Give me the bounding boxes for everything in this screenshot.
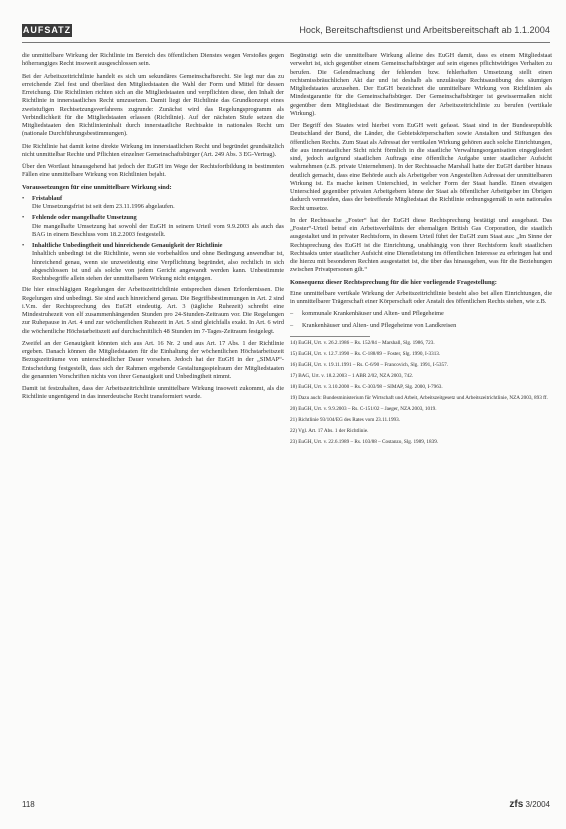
page-header	[22, 24, 550, 43]
footnote: 17) BAG, Urt. v. 18.2.2003 – 1 ABR 2/02, NZA 2003, 742.	[290, 372, 414, 379]
issue-number: 3/2004	[525, 800, 550, 809]
bullet-item	[22, 195, 284, 212]
bullet-text: Die mangelhafte Umsetzung hat sowohl der EuGH in seinem Urteil vom 9.9.2003 als auch das BAG in einem Beschluss vom 18.2.2003 festgestellt.	[32, 222, 284, 238]
paragraph: Die hier einschlägigen Regelungen der Arbeitszeitrichtlinie entsprechen diesen Erfordernissen. Die Regelungen sind unbedingt. Sie sind auch hinreichend genau. Die Begriffsbestimmungen in Art. 2 sind i.V.m. der Rechtsprechung des EuGH eindeutig. Art. 3 (tägliche Ruhezeit) schreibt eine Mindestruhezeit von elf zusammenhängenden Stunden pro 24-Stunden-Zeitraum vor. Die Regelungen zur Ruhepause in Art. 4 und zur wöchentlichen Ruhezeit in Art. 5 sind gleichfalls exakt. In Art. 6 wird die wöchentliche Höchstarbeitszeit auf durchschnittlich 48 Stunden im 7-Tages-Zeitraum festgelegt.	[22, 286, 284, 335]
footnote: 23) EuGH, Urt. v. 22.6.1989 – Rs. 103/88 – Costanzo, Slg. 1989, 1839.	[290, 438, 439, 445]
section-logo: AUFSATZ	[22, 25, 72, 35]
bullet-text: Inhaltlich unbedingt ist die Richtlinie, wenn sie vorbehaltlos und ohne Bedingung anwendbar ist, hinreichend genau, wenn sie unzweideutig eine Verpflichtung begründet, also rechtlich in sich abgeschlossen ist und als solche von jedem Gericht angewandt werden kann. Unbestimmte Rechtsbegriffe allein stehen der unmittelbaren Wirkung nicht entgegen.	[32, 250, 284, 282]
dash-text: kommunale Krankenhäuser und Alten- und Pflegeheime	[302, 310, 444, 318]
bullet-item	[22, 242, 284, 283]
dash-text: Krankenhäuser und Alten- und Pflegeheime von Landkreisen	[302, 321, 457, 329]
bullet-item	[22, 214, 284, 239]
dash-list-item	[290, 310, 552, 318]
footnotes	[290, 340, 552, 446]
paragraph: Begünstigt sein die unmittelbare Wirkung alleine des EuGH damit, dass es einem Mitgliedstaat verwehrt ist, sich gegenüber einem Gemeinschaftsbürger auf sein eigenes pflichtwidriges Verhalten zu berufen. Die Gelendmachung der fehlenden bzw. fehlerhaften Umsetzung stellt einen rechtsmissbräuchlichen Akt dar und ist deshalb als unzulässige Rechtsausübung des säumigen Mitgliedstaates anzusehen. Der EuGH bezeichnet die unmittelbare Wirkung von Richtlinien als Mindestgarantie für die Gemeinschaftsbürger. Der Gemeinschaftsbürger ist gewissermaßen nicht gegenüber dem Mitgliedstaat die Bestimmungen der Arbeitszeitrichtlinie zu berufen (vertikale Wirkung).	[290, 52, 552, 117]
dash-icon: –	[290, 321, 294, 329]
footnote-separator	[290, 336, 370, 337]
footnote: 18) EuGH, Urt. v. 3.10.2000 – Rs. C-303/98 – SIMAP, Slg. 2000, I-7963.	[290, 383, 443, 390]
footnote: 15) EuGH, Urt. v. 12.7.1990 – Rs. C-188/89 – Foster, Slg. 1990, I-3313.	[290, 350, 441, 357]
bullet-title: Inhaltliche Unbedingtheit und hinreichende Genauigkeit der Richtlinie	[32, 242, 223, 249]
paragraph: Über den Wortlaut hinausgehend hat jedoch der EuGH im Wege der Rechtsfortbildung in bestimmten Fällen eine unmittelbare Wirkung von Richtlinien bejaht.	[22, 163, 284, 179]
bullet-title: Fristablauf	[32, 194, 63, 202]
paragraph: Die Richtlinie hat damit keine direkte Wirkung im innerstaatlichen Recht und begründet grundsätzlich nicht unmittelbar Rechte und Pflichten einzelner Gemeinschaftsbürger (Art. 249 Abs. 3 EG-Vertrag).	[22, 142, 284, 158]
paragraph: Zweifel an der Genauigkeit könnten sich aus Art. 16 Nr. 2 und aus Art. 17 Abs. 1 der Richtlinie ergeben. Danach können die Mitgliedstaaten für die Einhaltung der wöchentlichen Höchstarbeitszeit Bezugszeiträume von unterschiedlicher Dauer vorsehen. Jedoch hat der EuGH in der „SIMAP“-Entscheidung festgestellt, dass sich der Rahmen ergebende Gestaltungsspielraum der Mitgliedstaaten die genannten Vorschriften nichts von ihrer Genauigkeit und Unbedingtheit nimmt.	[22, 339, 284, 380]
section-heading: Voraussetzungen für eine unmittelbare Wirkung sind:	[22, 183, 172, 191]
left-column	[22, 52, 284, 794]
bullet-title: Fehlende oder mangelhafte Umsetzung	[32, 214, 137, 222]
bullet-icon: •	[22, 214, 25, 222]
footnote: 21) Richtlinie 93/104/EG des Rates vom 23.11.1993.	[290, 416, 401, 423]
dash-icon: –	[290, 310, 294, 318]
right-column	[290, 52, 552, 794]
dash-list-item	[290, 322, 552, 330]
paragraph: Damit ist festzuhalten, dass der Arbeitszeitrichtlinie unmittelbare Wirkung insoweit zukommt, als die Richtlinie ungenügend in das innerdeutsche Recht transformiert wurde.	[22, 385, 284, 401]
paragraph: die unmittelbare Wirkung der Richtlinie im Bereich des öffentlichen Dienstes wegen Verstoßes gegen höherrangiges Recht insoweit ausgeschlossen sein.	[22, 52, 284, 68]
page-footer	[22, 800, 550, 812]
paragraph: In der Rechtssache „Foster“ hat der EuGH diese Rechtsprechung bestätigt und ausgebaut. Das „Foster“-Urteil betraf ein Arbeitsverhältnis der ehemaligen British Gas Corporation, die staatlich ausgestaltet und in privater Rechtsform, in diesem Urteil führt der EuGH zum Staat aus: „Im Sinne der Rechtsprechung des EuGH ist die Einrichtung, unabhängig von ihrer Rechtsform kraft staatlichen Rechtsakts unter staatlicher Aufsicht eine Dienstleistung im öffentlichen Interesse zu erbringen hat und die hierzu mit besonderen Rechten ausgestattet ist, die über das hinausgehen, was für die Beziehungen zwischen Privatpersonen gilt.“	[290, 216, 552, 274]
footnote: 19) Dazu auch: Bundesministerium für Wirtschaft und Arbeit, Arbeitszeitgesetz und Arbeitszeitrichtlinie, NZA 2003, 893 ff.	[290, 394, 548, 401]
running-title: Hock, Bereitschaftsdienst und Arbeitsbereitschaft ab 1.1.2004	[299, 25, 550, 35]
footnote: 14) EuGH, Urt. v. 26.2.1986 – Rs. 152/84 – Marshall, Slg. 1986, 723.	[290, 339, 435, 346]
paragraph: Der Begriff des Staates wird hierbei vom EuGH weit gefasst. Staat sind in der Bundesrepublik Deutschland der Bund, die Länder, die Gebietskörperschaften sowie Anstalten und Stiftungen des öffentlichen Rechts. Zum Staat als Adressat der vertikalen Wirkung gehören auch solche Einrichtungen, die aus innerstaatlicher Sicht nicht förmlich in die staatliche Verwaltungsorganisation eingegliedert sind, jedoch aufgrund staatlichen Auftrags eine öffentliche Aufgabe unter staatlicher Aufsicht wahrnehmen (z.B. private Unternehmen). In der Rechtssache Marshall hatte der EuGH darüber hinaus deutlich gemacht, dass eine Behörde auch als Arbeitgeber von Angestellten Adressat der unmittelbaren Wirkung ist. Es mache keinen Unterschied, in welcher Form der Staat handle. Einen etwaigen Unterschied gegenüber privaten Arbeitgebern könne der Staat als öffentlicher Arbeitgeber im Übrigen dadurch vermeiden, dass der betreffende Mitgliedstaat die Richtlinie ordnungsgemäß in sein nationales Recht umsetze.	[290, 122, 552, 212]
bullet-icon: •	[22, 194, 25, 202]
journal-issue	[509, 799, 550, 810]
page-number: 118	[22, 800, 35, 809]
section-heading: Konsequenz dieser Rechtsprechung für die hier vorliegende Fragestellung:	[290, 278, 497, 286]
paragraph: Eine unmittelbare vertikale Wirkung der Arbeitszeitrichtlinie besteht also bei allen Einrichtungen, die in unmittelbarer Trägerschaft einer Körperschaft oder Anstalt des öffentlichen Rechts stehen, wie z.B.	[290, 289, 552, 305]
bullet-icon: •	[22, 242, 25, 249]
footnote: 16) EuGH, Urt. v. 19.11.1991 – Rs. C-6/90 – Francovich, Slg. 1991, I-5357.	[290, 361, 448, 368]
journal-name: zfs	[509, 799, 524, 810]
bullet-text: Die Umsetzungsfrist ist seit dem 23.11.1996 abgelaufen.	[32, 203, 175, 210]
footnote: 22) Vgl. Art. 17 Abs. 1 der Richtlinie.	[290, 427, 369, 434]
footnote: 20) EuGH, Urt. v. 9.9.2003 – Rs. C-151/02 – Jaeger, NZA 2003, 1019.	[290, 405, 437, 412]
paragraph: Bei der Arbeitszeitrichtlinie handelt es sich um sekundäres Gemeinschaftsrecht. Sie legt nur das zu erreichende Ziel fest und überlässt den Mitgliedstaaten die Wahl der Form und Mittel für dessen Erreichung. Die Richtlinien richten sich an die Mitgliedstaaten und verpflichten diese, den Inhalt der Richtlinie in innerstaatliches Recht umzusetzen. Damit liegt der Richtlinie das Grundkonzept eines zweistufigen Rechtsetzungsverfahrens zugrunde: Zunächst wird das Regelungsprogramm als Verbindlichkeit für die Mitgliedstaaten erlassen (Richtlinie). Auf der nächsten Stufe setzen die Mitgliedstaaten den Richtlinieninhalt durch innerstaatliche Rechtsakte in nationales Recht um (nationale Durchführungsbestimmungen).	[22, 72, 284, 138]
